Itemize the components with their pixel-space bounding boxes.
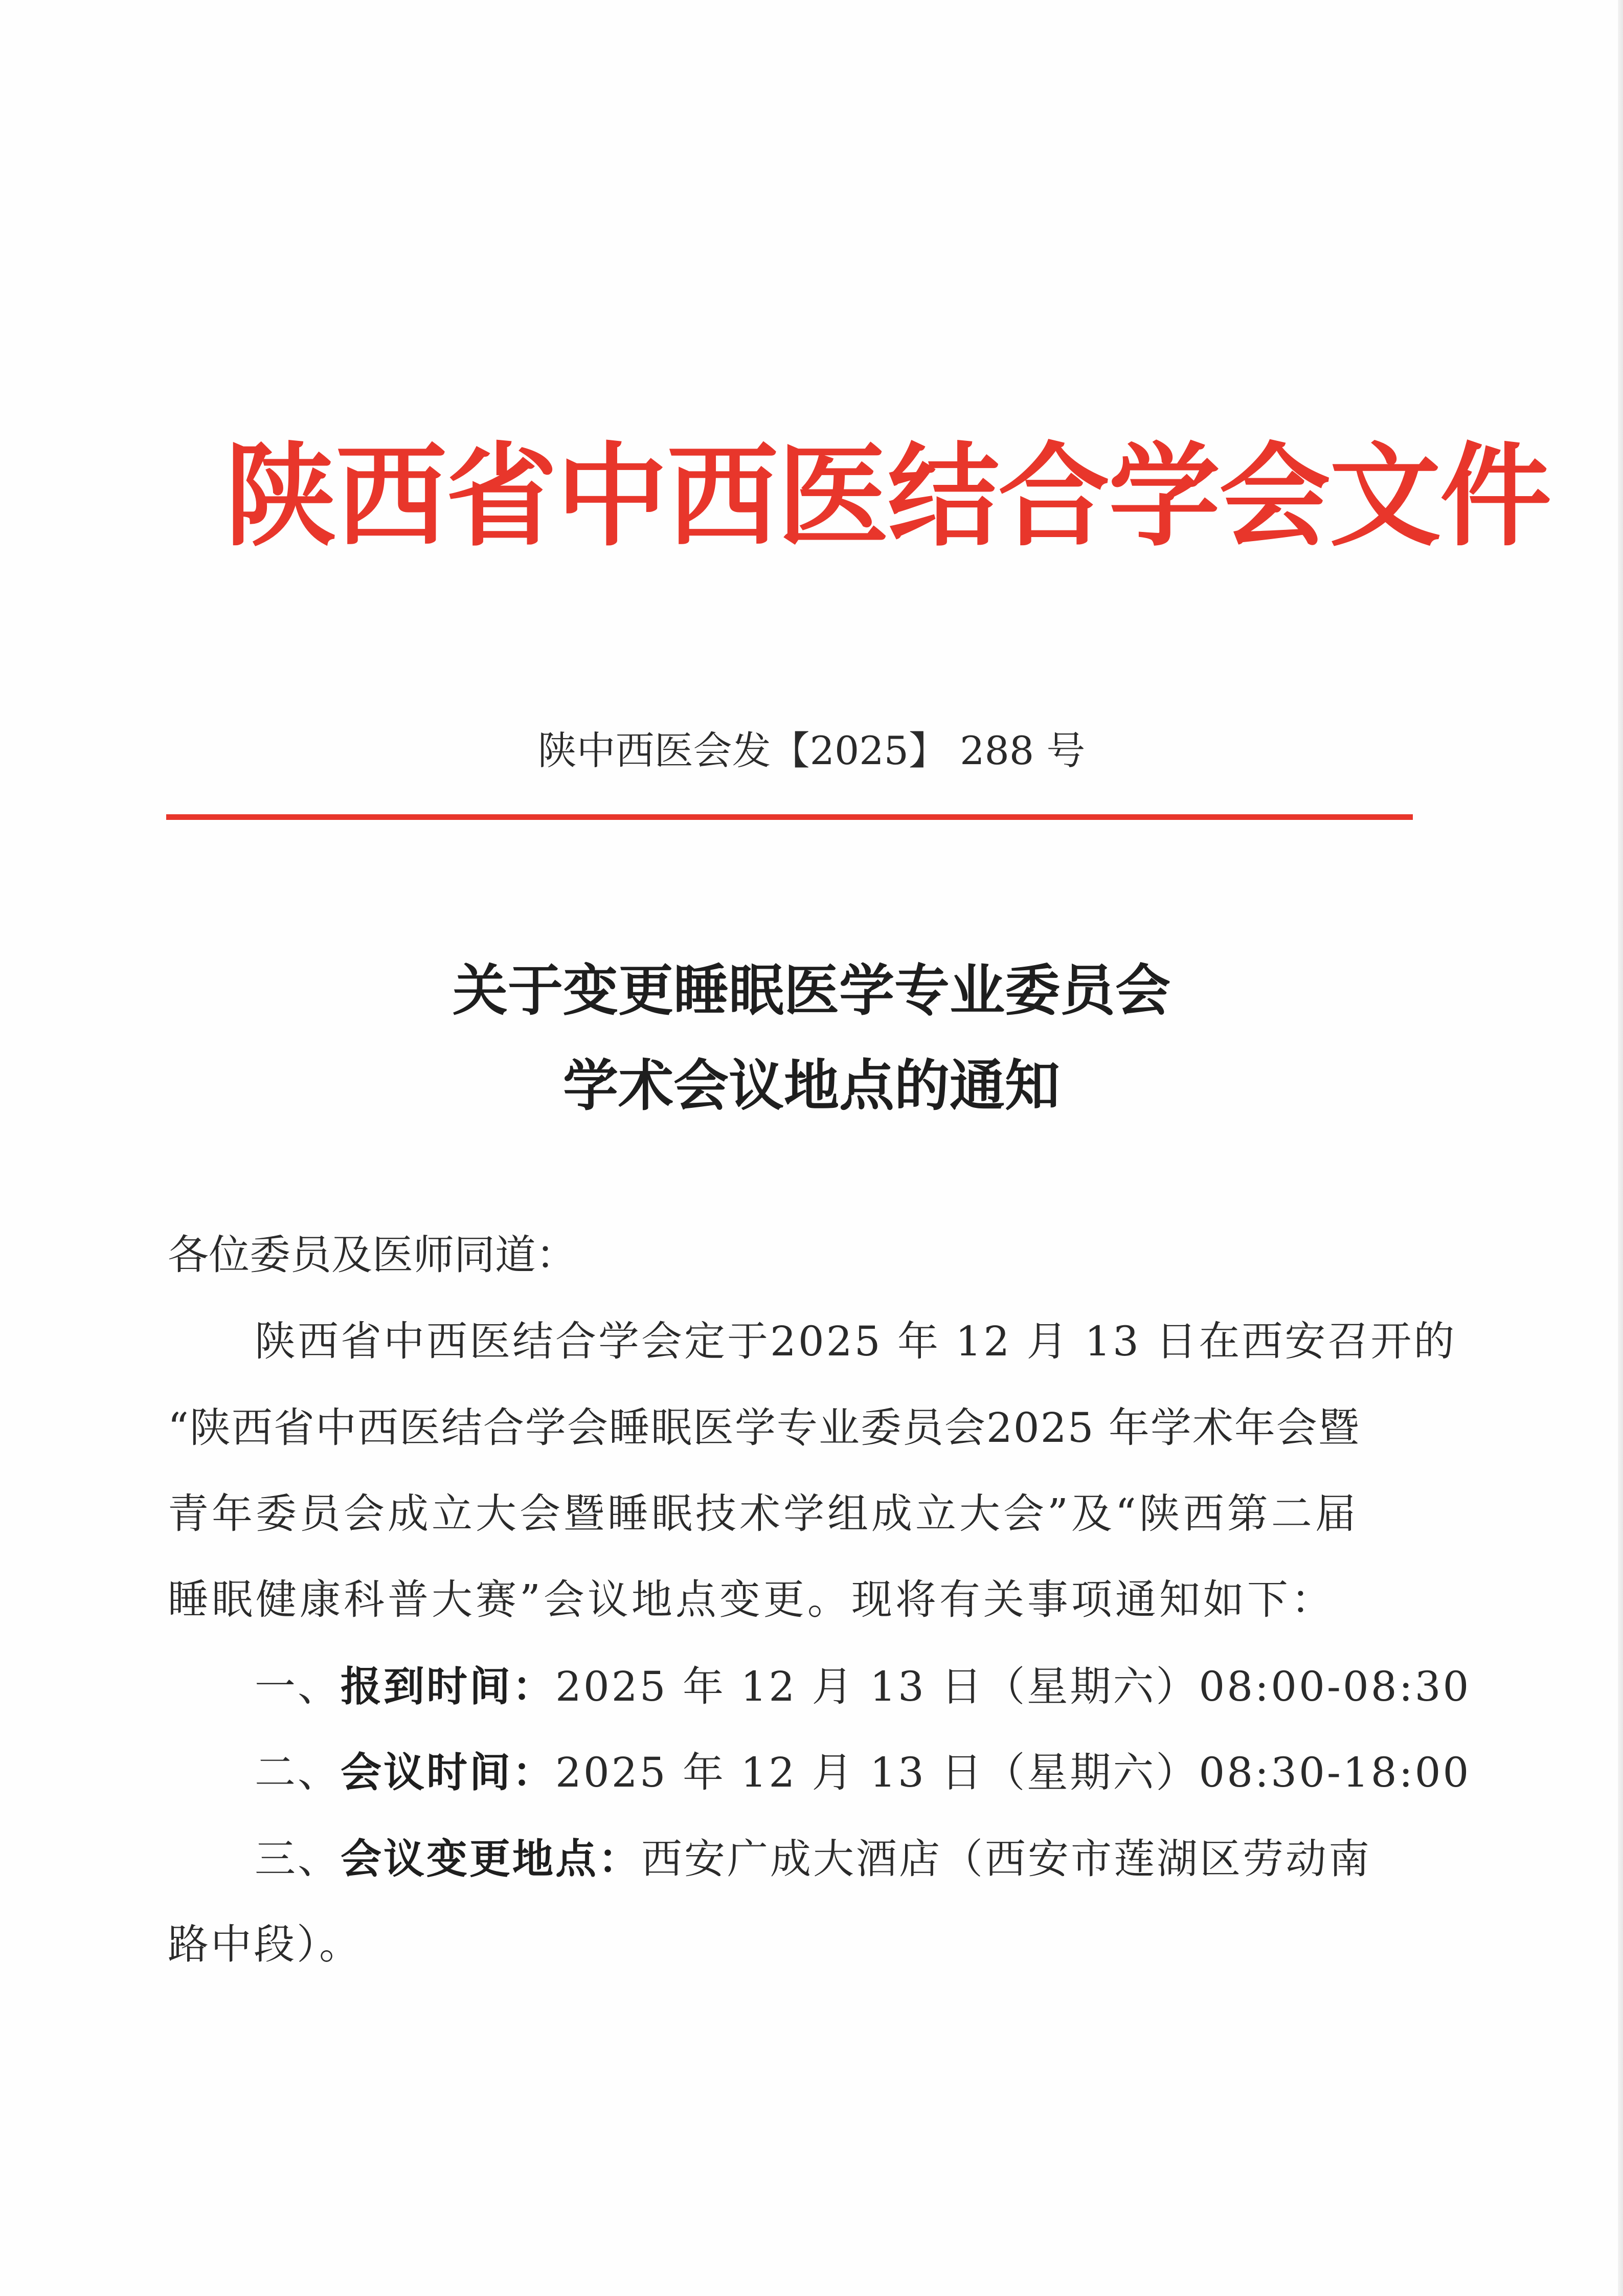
item-value: 2025 年 12 月 13 日（星期六）08:30-18:00 bbox=[555, 1749, 1471, 1796]
salutation: 各位委员及医师同道： bbox=[168, 1231, 577, 1279]
item-value: 2025 年 12 月 13 日（星期六）08:00-08:30 bbox=[555, 1663, 1471, 1710]
item-label: 会议变更地点： bbox=[341, 1835, 641, 1883]
org-header-title: 陕西省中西医结合学会文件 bbox=[225, 431, 1550, 562]
item-meeting-time bbox=[255, 1747, 1471, 1798]
document-number: 陕中西医会发【2025】 288 号 bbox=[537, 728, 1086, 773]
header-divider bbox=[166, 814, 1413, 820]
item-prefix: 二、 bbox=[255, 1749, 341, 1796]
item-registration-time bbox=[255, 1661, 1471, 1712]
item-new-venue bbox=[255, 1833, 1371, 1885]
item-value: 西安广成大酒店（西安市莲湖区劳动南 bbox=[641, 1835, 1371, 1883]
scan-edge-shadow bbox=[1618, 0, 1623, 2296]
paragraph-line: 青年委员会成立大会暨睡眠技术学组成立大会”及“陕西第二届 bbox=[168, 1490, 1359, 1537]
item-prefix: 一、 bbox=[255, 1663, 341, 1710]
item-new-venue-continued: 路中段）。 bbox=[168, 1921, 362, 1968]
notice-title-line-2: 学术会议地点的通知 bbox=[562, 1054, 1060, 1118]
paragraph-line: 陕西省中西医结合学会定于2025 年 12 月 13 日在西安召开的 bbox=[255, 1318, 1457, 1365]
paragraph-line: “陕西省中西医结合学会睡眠医学专业委员会2025 年学术年会暨 bbox=[168, 1404, 1360, 1452]
notice-title-line-1: 关于变更睡眠医学专业委员会 bbox=[452, 958, 1170, 1023]
paragraph-line: 睡眠健康科普大赛”会议地点变更。现将有关事项通知如下： bbox=[168, 1576, 1335, 1623]
item-label: 会议时间： bbox=[341, 1748, 555, 1796]
item-prefix: 三、 bbox=[255, 1835, 341, 1883]
item-label: 报到时间： bbox=[341, 1662, 555, 1710]
